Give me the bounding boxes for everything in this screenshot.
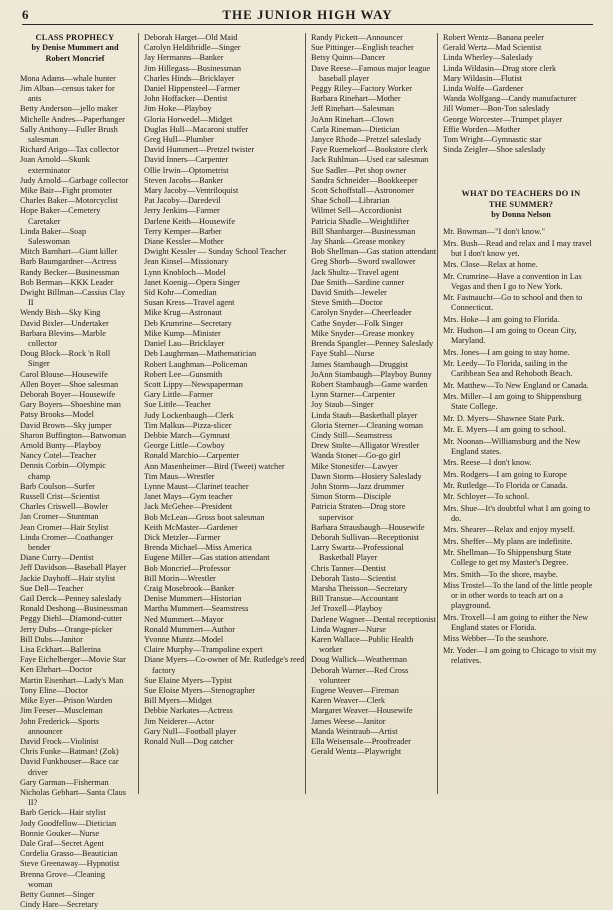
prophecy-entry: Scott Schoffstall—Astronomer xyxy=(311,186,414,196)
prophecy-entry: Claire Murphy—Trampoline expert xyxy=(144,645,263,655)
prophecy-entry: Allen Boyer—Shoe salesman xyxy=(20,379,119,389)
prophecy-entry: Ann Masenheimer—Bird (Tweet) watcher xyxy=(144,461,285,471)
prophecy-entry: Barbara Strausbaugh—Housewife xyxy=(311,522,425,532)
prophecy-entry: Cindy Hare—Secretary xyxy=(20,900,99,910)
prophecy-entry: Keith McMaster—Gardener xyxy=(144,522,238,532)
teachers-byline: by Donna Nelson xyxy=(491,210,551,220)
prophecy-entry: Jay Shank—Grease monkey xyxy=(311,237,406,247)
prophecy-entry: Martha Mummert—Seamstress xyxy=(144,604,249,614)
teacher-list xyxy=(443,227,599,666)
prophecy-entry: Sue Dell—Teacher xyxy=(20,583,84,593)
prophecy-entry: Gary Null—Football player xyxy=(144,726,237,736)
teacher-entry: Mrs. Miller—I am going to Shippensburg State College. xyxy=(443,392,582,412)
prophecy-entry: Janet Koenig—Opera Singer xyxy=(144,277,240,287)
prophecy-entry: Wendy Bish—Sky King xyxy=(20,308,101,318)
teachers-title-1: WHAT DO TEACHERS DO IN xyxy=(461,189,581,199)
prophecy-entry: Barbara Rinehart—Mother xyxy=(311,94,401,104)
prophecy-entry: Wilmet Sell—Accordionist xyxy=(311,206,402,216)
prophecy-entry: Bob Moncrief—Professor xyxy=(144,563,231,573)
prophecy-entry: Robert Laughman—Policeman xyxy=(144,359,248,369)
prophecy-entry: Diane Kessler—Mother xyxy=(144,237,224,247)
prophecy-list xyxy=(443,33,599,155)
prophecy-entry: Bill Dubs—Janitor xyxy=(20,634,83,644)
prophecy-entry: Bob Berman—KKK Leader xyxy=(20,277,114,287)
prophecy-entry: Linda Wolfe—Gardener xyxy=(443,84,524,94)
prophecy-entry: Mike Snyder—Grease monkey xyxy=(311,328,415,338)
prophecy-entry: JoAnn Rinehart—Clown xyxy=(311,114,394,124)
prophecy-entry: David Frock—Violinist xyxy=(20,736,99,746)
prophecy-entry: Judy Lockenbaugh—Clerk xyxy=(144,410,234,420)
prophecy-entry: Bonnie Gouker—Nurse xyxy=(20,828,100,838)
prophecy-list xyxy=(311,33,438,757)
prophecy-entry: Dwight Kessler — Sunday School Teacher xyxy=(144,247,287,257)
prophecy-entry: Dae Smith—Sardine canner xyxy=(311,277,405,287)
prophecy-entry: Arnold Bunty—Playboy xyxy=(20,441,102,451)
prophecy-entry: Lynne Maust—Clarinet teacher xyxy=(144,481,249,491)
prophecy-entry: Martin Eisenhart—Lady's Man xyxy=(20,675,124,685)
prophecy-entry: Mike Krug—Astronaut xyxy=(144,308,222,318)
prophecy-entry: David Funkhouser—Race car driver xyxy=(20,757,119,777)
prophecy-entry: Debbie March—Gymnast xyxy=(144,430,230,440)
prophecy-entry: Nicholas Gebhart—Santa Claus II? xyxy=(20,787,126,808)
prophecy-entry: Randy Pickett—Announcer xyxy=(311,33,403,42)
prophecy-entry: Deborah Boyer—Housewife xyxy=(20,390,116,399)
prophecy-entry: Hope Baker—Cemetery Caretaker xyxy=(20,206,101,226)
prophecy-entry: Daniel Hippensteel—Farmer xyxy=(144,84,241,94)
teacher-entry: Mrs. Sheffer—My plans are indefinite. xyxy=(443,536,573,546)
prophecy-entry: Robert Lee—Gunsmith xyxy=(144,369,223,379)
prophecy-entry: Eugene Miller—Gas station attendant xyxy=(144,553,270,563)
prophecy-entry: David Inners—Carpenter xyxy=(144,155,229,165)
prophecy-entry: Patricia Straten—Drug store supervisor xyxy=(311,502,406,522)
prophecy-entry: Charles Hinds—Bricklayer xyxy=(144,73,235,83)
prophecy-entry: Peggy Diehl—Diamond-cutter xyxy=(20,614,123,624)
prophecy-entry: Deb Krumrine—Secretary xyxy=(144,318,232,328)
prophecy-entry: Drew Stolte—Alligator Wrestler xyxy=(311,441,420,451)
prophecy-entry: John Storm—Jazz drummer xyxy=(311,481,405,491)
prophecy-entry: George Worcester—Trumpet player xyxy=(443,114,562,124)
prophecy-entry: Barb Gerick—Hair stylist xyxy=(20,808,106,818)
teacher-entry: Miss Trostel—To the land of the little people or in other words to teach art on a playground. xyxy=(443,581,593,611)
teacher-entry: Mr. Hudson—I am going to Ocean City, Maryland. xyxy=(443,326,577,346)
prophecy-entry: Faye Stahl—Nurse xyxy=(311,349,375,359)
prophecy-entry: Robert Stambaugh—Game warden xyxy=(311,379,428,389)
prophecy-entry: Ken Ehrhart—Doctor xyxy=(20,665,93,675)
teacher-entry: Mr. E. Myers—I am going to school. xyxy=(443,425,566,435)
prophecy-entry: Marsha Theisson—Secretary xyxy=(311,583,408,593)
teacher-entry: Mr. Shellman—To Shippensburg State College to get my Master's Degree. xyxy=(443,548,572,568)
prophecy-entry: Linda Cromer—Coathanger bender xyxy=(20,532,114,553)
prophecy-entry: Jackie Dayhoff—Hair stylist xyxy=(20,573,116,583)
prophecy-entry: Yvonne Muntz—Model xyxy=(144,634,224,644)
teacher-entry: Miss Webber—To the seashore. xyxy=(443,634,549,644)
prophecy-entry: Jeff Rinehart—Salesman xyxy=(311,104,395,114)
prophecy-entry: Peggy Riley—Factory Worker xyxy=(311,84,413,94)
prophecy-entry: Patricia Shadle—Weightlifter xyxy=(311,216,410,226)
spacer xyxy=(443,220,599,227)
teacher-entry: Mr. Fastnaucht—Go to school and then to Connecticut. xyxy=(443,293,583,313)
prophecy-entry: John Frederick—Sports announcer xyxy=(20,716,100,736)
prophecy-entry: Karen Wallace—Public Health worker xyxy=(311,634,414,655)
prophecy-entry: Dwight Billman—Cassius Clay II xyxy=(20,287,126,308)
prophecy-entry: Dawn Storm—Hosiery Saleslady xyxy=(311,471,422,481)
prophecy-entry: Jim Hoke—Playboy xyxy=(144,104,212,114)
prophecy-entry: Deborah Sullivan—Receptionist xyxy=(311,532,420,542)
prophecy-entry: Janet Mays—Gym teacher xyxy=(144,492,233,502)
prophecy-entry: Nancy Cotel—Teacher xyxy=(20,451,97,461)
prophecy-entry: Doug Block—Rock 'n Roll Singer xyxy=(20,349,111,369)
prophecy-entry: Judy Arnold—Garbage collector xyxy=(20,175,129,185)
prophecy-entry: Cindy Still—Seamstress xyxy=(311,430,393,440)
prophecy-entry: Patsy Brooks—Model xyxy=(20,410,94,420)
prophecy-entry: Deborah Harget—Old Maid xyxy=(144,33,238,42)
prophecy-entry: Faye Ruemekorf—Bookstore clerk xyxy=(311,145,428,155)
prophecy-entry: Linda Wherley—Saleslady xyxy=(443,53,533,63)
prophecy-entry: Steven Jacobs—Banker xyxy=(144,175,224,185)
prophecy-entry: Janyce Rhode—Pretzel saleslady xyxy=(311,135,422,145)
prophecy-entry: Cordelia Grasso—Beautician xyxy=(20,849,118,859)
prophecy-entry: Diane Curry—Dentist xyxy=(20,553,94,563)
prophecy-entry: Bob Shellman—Gas station attendant xyxy=(311,247,437,257)
teacher-entry: Mrs. Troxell—I am going to either the New England states or Florida. xyxy=(443,612,589,633)
prophecy-entry: Deborah Tasto—Scientist xyxy=(311,573,397,583)
prophecy-entry: Gerald Wentz—Playwright xyxy=(311,747,402,757)
prophecy-entry: Dave Reese—Famous major league baseball player xyxy=(311,63,431,83)
prophecy-entry: Dick Metzler—Farmer xyxy=(144,532,221,542)
prophecy-entry: Karen Weaver—Clerk xyxy=(311,696,386,706)
prophecy-entry: Bill Myers—Midget xyxy=(144,696,212,706)
prophecy-entry: Jean Cromer—Hair Stylist xyxy=(20,522,109,532)
prophecy-entry: Bob McLean—Gross boot salesman xyxy=(144,512,265,522)
prophecy-entry: Sue Pittinger—English teacher xyxy=(311,43,414,53)
prophecy-entry: Pat Jacoby—Daredevil xyxy=(144,196,221,206)
prophecy-entry: Dennis Corbin—Olympic champ xyxy=(20,461,106,481)
prophecy-entry: Terry Kemper—Barber xyxy=(144,226,222,236)
prophecy-entry: Mary Wildasin—Flutist xyxy=(443,73,523,83)
prophecy-entry: Wanda Stoner—Go-go girl xyxy=(311,451,401,461)
teacher-entry: Mrs. Rodgers—I am going to Europe xyxy=(443,469,567,479)
prophecy-entry: Deborah Warner—Red Cross volunteer xyxy=(311,665,409,685)
prophecy-title: CLASS PROPHECY xyxy=(35,33,115,42)
teacher-entry: Mr. Yoder—I am going to Chicago to visit my relatives. xyxy=(443,645,597,666)
prophecy-entry: Carla Rineman—Dietician xyxy=(311,124,400,134)
prophecy-entry: Tony Eline—Doctor xyxy=(20,685,88,695)
prophecy-entry: Ronald Mummert—Author xyxy=(144,624,236,634)
prophecy-entry: Sally Anthony—Fuller Brush salesman xyxy=(20,124,118,144)
prophecy-entry: Bill Transue—Accountant xyxy=(311,594,399,604)
prophecy-entry: Robert Wentz—Banana peeler xyxy=(443,33,545,42)
teacher-entry: Mr. D. Myers—Shawnee State Park. xyxy=(443,413,565,423)
prophecy-entry: Darlene Keith—Housewife xyxy=(144,216,236,226)
prophecy-entry: Ned Mummert—Mayor xyxy=(144,614,224,624)
prophecy-entry: Mitch Barnhart—Giant killer xyxy=(20,247,118,257)
spacer xyxy=(443,155,599,189)
prophecy-entry: Greg Hull—Plumber xyxy=(144,135,214,145)
prophecy-entry: Faye Eichelberger—Movie Star xyxy=(20,655,126,665)
prophecy-entry: Jeff Davidson—Baseball Player xyxy=(20,563,127,573)
teacher-entry: Mrs. Shue—It's doubtful what I am going to do. xyxy=(443,503,591,523)
prophecy-entry: Ronald Null—Dog catcher xyxy=(144,737,234,747)
prophecy-entry: Jerry Dubs—Orange-picker xyxy=(20,624,113,634)
prophecy-entry: Carolyn Heldibridle—Singer xyxy=(144,43,241,53)
prophecy-entry: Carolyn Snyder—Cheerleader xyxy=(311,308,412,318)
prophecy-entry: Betty Gunnet—Singer xyxy=(20,889,95,899)
prophecy-entry: Gloria Sterner—Cleaning woman xyxy=(311,420,423,430)
prophecy-entry: Sue Elaine Myers—Typist xyxy=(144,675,232,685)
prophecy-entry: Linda Wildasin—Drug store clerk xyxy=(443,63,557,73)
prophecy-entry: Ronald Deshong—Businessman xyxy=(20,604,128,614)
prophecy-entry: Gerald Wertz—Mad Scientist xyxy=(443,43,542,53)
prophecy-entry: Sue Sadler—Pet shop owner xyxy=(311,165,407,175)
prophecy-entry: Barbara Blevins—Marble collector xyxy=(20,328,106,348)
prophecy-entry: Jim Hillegass—Businessman xyxy=(144,63,242,73)
prophecy-entry: Randy Becker—Businessman xyxy=(20,267,120,277)
prophecy-entry: Tim Maus—Wrestler xyxy=(144,471,215,481)
prophecy-entry: Jill Womer—Bon-Ton saleslady xyxy=(443,104,550,114)
prophecy-entry: Effie Worden—Mother xyxy=(443,124,521,134)
prophecy-entry: Joy Staub—Singer xyxy=(311,400,374,410)
prophecy-entry: Jody Goodfellow—Dietician xyxy=(20,818,117,828)
prophecy-entry: Michelle Andres—Paperhanger xyxy=(20,114,125,124)
prophecy-entry: Susan Kress—Travel agent xyxy=(144,298,235,308)
prophecy-entry: Tom Wright—Gymnastic star xyxy=(443,135,542,145)
prophecy-entry: Linda Baker—Soap Saleswoman xyxy=(20,226,87,246)
prophecy-entry: Steve Greenaway—Hypnotist xyxy=(20,859,120,869)
prophecy-entry: Gloria Horwedel—Midget xyxy=(144,114,233,124)
prophecy-entry: Gary Garman—Fisherman xyxy=(20,777,109,787)
prophecy-entry: Linda Staub—Basketball player xyxy=(311,410,418,420)
teacher-entry: Mr. Bowman—"I don't know." xyxy=(443,227,545,237)
prophecy-entry: Darlene Wagner—Dental receptionist xyxy=(311,614,436,624)
prophecy-entry: David Bixler—Undertaker xyxy=(20,318,109,328)
prophecy-entry: Shae Scholl—Librarian xyxy=(311,196,390,206)
prophecy-entry: Lisa Eckhart—Ballerina xyxy=(20,645,101,655)
prophecy-entry: Bill Shanbarger—Businessman xyxy=(311,226,416,236)
prophecy-entry: Sue Eloise Myers—Stenographer xyxy=(144,686,256,695)
prophecy-entry: Diane Myers—Co-owner of Mr. Rutledge's reed factory xyxy=(144,655,305,675)
prophecy-entry: James Weese—Janitor xyxy=(311,716,386,726)
prophecy-entry: Margaret Weaver—Housewife xyxy=(311,706,413,716)
prophecy-list xyxy=(144,33,306,747)
prophecy-entry: Barb Coulson—Surfer xyxy=(20,481,95,491)
prophecy-byline-1: by Denise Mummert and xyxy=(31,43,119,53)
prophecy-entry: Jim Alban—census taker for ants xyxy=(20,83,115,104)
prophecy-entry: Gary Little—Farmer xyxy=(144,390,213,400)
prophecy-entry: Carol Blouse—Housewife xyxy=(20,369,108,379)
prophecy-entry: Chris Tanner—Dentist xyxy=(311,563,387,573)
prophecy-entry: Charles Baker—Motorcyclist xyxy=(20,196,118,206)
prophecy-entry: Sharon Buffington—Batwoman xyxy=(20,430,127,440)
prophecy-entry: Tim Malkus—Pizza-slicer xyxy=(144,420,232,430)
prophecy-entry: Doug Wallick—Weatherman xyxy=(311,655,407,665)
teacher-entry: Mrs. Close—Relax at home. xyxy=(443,260,538,270)
teacher-entry: Mrs. Smith—To the shore, maybe. xyxy=(443,569,558,579)
prophecy-entry: Ronald Marchio—Carpenter xyxy=(144,451,240,461)
prophecy-entry: Jim Neiderer—Actor xyxy=(144,716,215,726)
prophecy-entry: Bill Morin—Wrestler xyxy=(144,573,216,583)
prophecy-entry: Greg Shorb—Sword swallower xyxy=(311,257,416,267)
prophecy-entry: Russell Crist—Scientist xyxy=(20,492,100,502)
prophecy-entry: Mike Bair—Fight promoter xyxy=(20,185,113,195)
prophecy-entry: Eugene Weaver—Fireman xyxy=(311,686,399,695)
prophecy-entry: Chris Funke—Batman! (Zok) xyxy=(20,747,119,757)
prophecy-entry: Ella Weisensale—Proofreader xyxy=(311,737,411,747)
prophecy-entry: Sue Little—Teacher xyxy=(144,400,211,410)
prophecy-entry: Duglas Hull—Macaroni stuffer xyxy=(144,124,248,134)
prophecy-entry: Joan Arnold—Skunk exterminator xyxy=(20,155,90,175)
page-number: 6 xyxy=(22,7,29,22)
prophecy-entry: Debbie Narkates—Actress xyxy=(144,706,233,716)
prophecy-column-1 xyxy=(20,33,130,910)
prophecy-entry: George Little—Cowboy xyxy=(144,441,225,451)
page-header xyxy=(22,6,593,26)
prophecy-entry: Craig Mosebrook—Banker xyxy=(144,583,235,593)
prophecy-entry: Barb Baumgardner—Actress xyxy=(20,257,117,267)
prophecy-entry: James Stambaugh—Druggist xyxy=(311,359,409,369)
header-rule xyxy=(22,24,593,25)
prophecy-entry: Mike Eyer—Prison Warden xyxy=(20,696,113,706)
prophecy-entry: Jim Feeser—Muscleman xyxy=(20,706,103,716)
prophecy-entry: Mike Stonesifer—Lawyer xyxy=(311,461,398,471)
teacher-entry: Mr. Schloyer—To school. xyxy=(443,492,530,502)
prophecy-entry: Sandra Schneider—Bookkeeper xyxy=(311,175,418,185)
prophecy-entry: Jack McGehee—President xyxy=(144,502,233,512)
teacher-entry: Mr. Noonan—Williamsburg and the New England states. xyxy=(443,436,581,456)
teacher-entry: Mr. Matthew—To New England or Canada. xyxy=(443,380,589,390)
prophecy-entry: Jerry Jenkins—Farmer xyxy=(144,206,220,216)
teacher-entry: Mrs. Jones—I am going to stay home. xyxy=(443,347,570,357)
prophecy-entry: Larry Swartz—Professional Basketball Player xyxy=(311,543,404,563)
prophecy-entry: Brenda Michael—Miss America xyxy=(144,543,252,553)
teachers-title-2: THE SUMMER? xyxy=(488,199,554,209)
prophecy-entry: Richard Arigo—Tax collector xyxy=(20,145,119,155)
teacher-entry: Mrs. Hoke—I am going to Florida. xyxy=(443,314,560,324)
prophecy-entry: Steve Smith—Doctor xyxy=(311,298,383,308)
prophecy-entry: Brenda Spangler—Penney Saleslady xyxy=(311,339,434,349)
teacher-entry: Mr. Crumrine—Have a convention in Las Vegas and then I go to New York. xyxy=(443,271,582,291)
teacher-entry: Mr. Rutledge—To Florida or Canada. xyxy=(443,480,568,490)
prophecy-column-2 xyxy=(138,33,306,794)
publication-title: THE JUNIOR HIGH WAY xyxy=(222,7,393,22)
teacher-entry: Mrs. Shearer—Relax and enjoy myself. xyxy=(443,525,575,535)
prophecy-entry: Sinda Zeigler—Shoe saleslady xyxy=(443,145,546,155)
prophecy-entry: David Brown—Sky jumper xyxy=(20,420,112,430)
prophecy-entry: Wanda Wolfgang—Candy manufacturer xyxy=(443,94,577,104)
prophecy-entry: Lynn Knobloch—Model xyxy=(144,267,226,277)
prophecy-entry: Linda Wagner—Nurse xyxy=(311,624,386,634)
prophecy-entry: Dale Graf—Secret Agent xyxy=(20,838,104,848)
prophecy-entry: Betsy Quinn—Dancer xyxy=(311,53,385,63)
prophecy-entry: Jack Ruhlman—Used car salesman xyxy=(311,155,429,165)
prophecy-entry: Gary Boyers—Shoeshine man xyxy=(20,400,121,410)
teacher-entry: Mrs. Reese—I don't know. xyxy=(443,458,532,468)
prophecy-entry: Mary Jacoby—Ventriloquist xyxy=(144,186,239,196)
prophecy-entry: Jan Cromer—Stuntman xyxy=(20,512,99,522)
prophecy-entry: Scott Lippy—Newspaperman xyxy=(144,379,243,389)
prophecy-entry: John Hoffacker—Dentist xyxy=(144,94,228,104)
prophecy-entry: Deb Laughrman—Mathematician xyxy=(144,349,257,359)
prophecy-entry: Daniel Lau—Bricklayer xyxy=(144,339,225,349)
prophecy-entry: Simon Storm—Disciple xyxy=(311,492,391,502)
prophecy-entry: Mona Adams—whale hunter xyxy=(20,73,116,83)
teacher-entry: Mrs. Bush—Read and relax and I may travel but I don't know yet. xyxy=(443,238,592,258)
prophecy-byline-2: Robert Moncrief xyxy=(45,53,105,63)
prophecy-entry: Brenna Grove—Cleaning woman xyxy=(20,869,106,889)
prophecy-entry: Jef Troxell—Playboy xyxy=(311,604,383,614)
prophecy-entry: Jean Kinsel—Missionary xyxy=(144,257,229,267)
prophecy-entry: Lynn Starner—Carpenter xyxy=(311,390,396,400)
prophecy-entry: Manda Weintraub—Artist xyxy=(311,726,398,736)
prophecy-entry: Ollie Irwin—Optometrist xyxy=(144,165,229,175)
prophecy-entry: Jay Hermanns—Banker xyxy=(144,53,224,63)
prophecy-column-4 xyxy=(437,33,599,794)
prophecy-list xyxy=(20,74,130,910)
prophecy-entry: David Hummert—Pretzel twister xyxy=(144,145,255,155)
prophecy-entry: Betty Anderson—jello maker xyxy=(20,104,118,114)
prophecy-column-3 xyxy=(305,33,438,794)
prophecy-entry: Jack Shultz—Travel agent xyxy=(311,267,399,277)
prophecy-entry: Cathe Snyder—Folk Singer xyxy=(311,318,404,328)
prophecy-entry: Charles Criswell—Bowler xyxy=(20,502,109,512)
prophecy-entry: David Smith—Jeweler xyxy=(311,288,387,298)
teacher-entry: Mr. Leedy—To Florida, sailing in the Caribbean Sea and Rehoboth Beach. xyxy=(443,359,573,379)
prophecy-entry: Denise Mummert—Historian xyxy=(144,594,242,604)
spacer xyxy=(20,64,130,74)
prophecy-entry: Mike Kump—Minister xyxy=(144,328,221,338)
prophecy-entry: Sid Kohr—Comedian xyxy=(144,288,217,298)
prophecy-entry: Gail Derck—Penney saleslady xyxy=(20,594,122,604)
prophecy-entry: JoAnn Stambaugh—Playboy Bunny xyxy=(311,369,432,379)
